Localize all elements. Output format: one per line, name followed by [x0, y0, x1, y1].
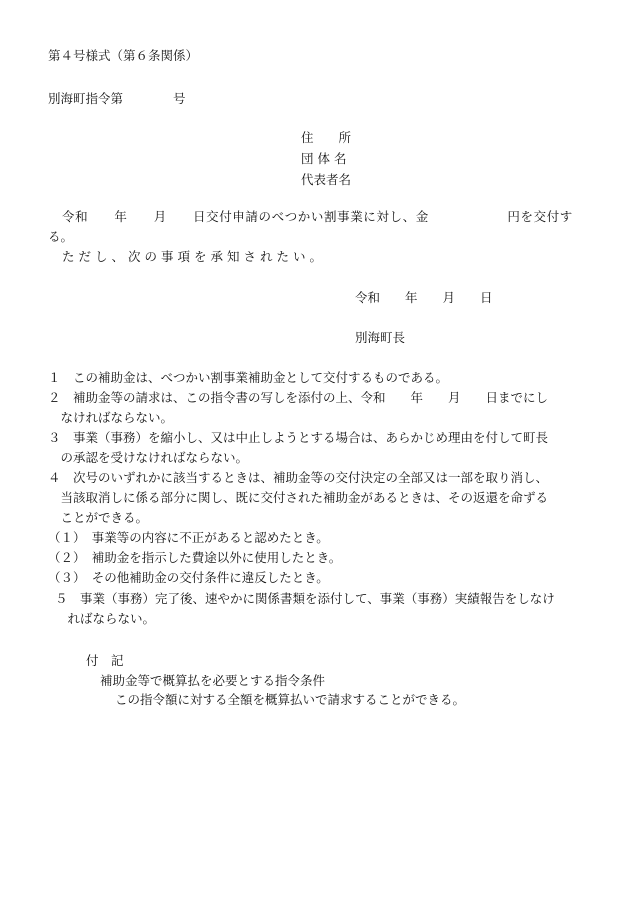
note-subtitle: 補助金等で概算払を必要とする指令条件	[100, 673, 326, 688]
condition-subitem: （３） その他補助金の交付条件に違反したとき。	[48, 570, 329, 585]
condition-item: ４ 次号のいずれかに該当するときは、補助金等の交付決定の全部又は一部を取り消し、	[48, 470, 549, 485]
condition-item: １ この補助金は、べつかい割事業補助金として交付するものである。	[48, 370, 449, 385]
address-label: 住 所	[301, 130, 352, 145]
condition-subitem: （２） 補助金を指示した費途以外に使用したとき。	[48, 550, 342, 565]
condition-item: ２ 補助金等の請求は、この指令書の写しを添付の上、令和 年 月 日までにし	[48, 390, 549, 405]
order-number: 別海町指令第 号	[48, 91, 186, 106]
group-name-label: 団 体 名	[301, 151, 347, 166]
condition-item: ３ 事業（事務）を縮小し、又は中止しようとする場合は、あらかじめ理由を付して町長	[48, 430, 549, 445]
representative-label: 代表者名	[301, 172, 352, 187]
issue-date: 令和 年 月 日	[355, 290, 493, 305]
intro-line-2: る。	[48, 229, 74, 244]
condition-item: ５ 事業（事務）完了後、速やかに関係書類を添付して、事業（事務）実績報告をしなけ	[55, 591, 555, 606]
condition-item: の承認を受けなければならない。	[48, 450, 249, 465]
intro-line-1: 令和 年 月 日交付申請のべつかい割事業に対し、金 円を交付す	[62, 209, 573, 224]
condition-item: ことができる。	[48, 510, 149, 525]
condition-item: 当該取消しに係る部分に関し、既に交付された補助金があるときは、その返還を命ずる	[48, 490, 549, 505]
intro-line-3: ただし、次の事項を承知されたい。	[62, 249, 327, 264]
form-label: 第４号様式（第６条関係）	[48, 48, 199, 63]
recipient-block	[301, 130, 351, 193]
note-body: この指令額に対する全額を概算払いで請求することができる。	[115, 692, 466, 707]
issuer-name: 別海町長	[355, 330, 406, 345]
condition-subitem: （１） 事業等の内容に不正があると認めたとき。	[48, 530, 329, 545]
note-title: 付 記	[86, 653, 124, 668]
condition-item: ればならない。	[55, 611, 156, 626]
condition-item: なければならない。	[48, 410, 174, 425]
